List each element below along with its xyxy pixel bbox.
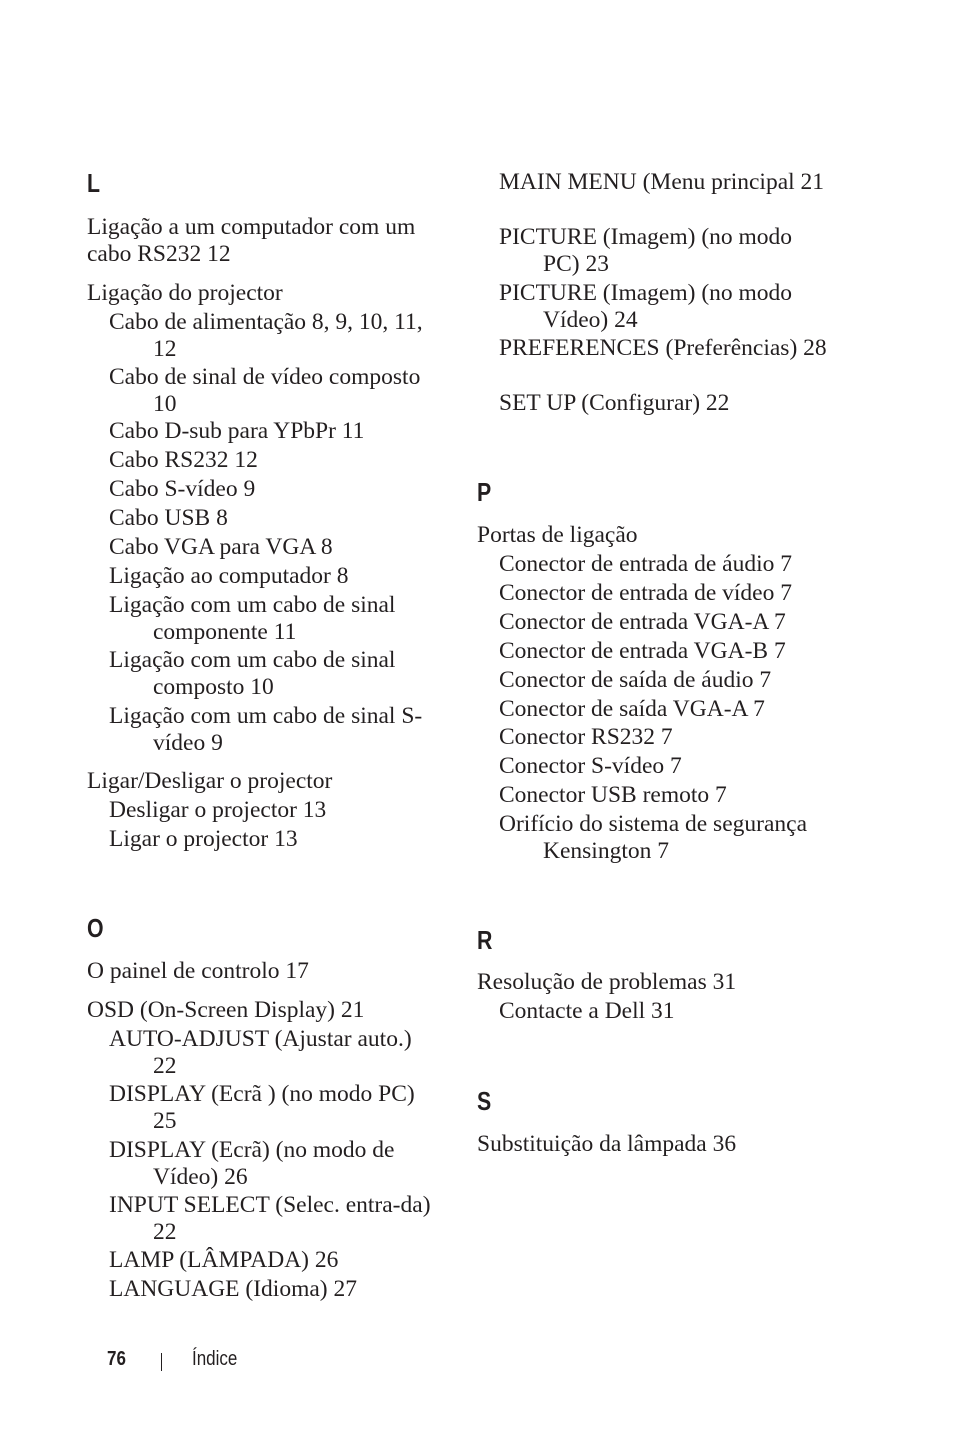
index-subentry: MAIN MENU (Menu principal 21 [499, 169, 825, 195]
index-subentry: Conector USB remoto 7 [499, 782, 727, 808]
index-letter-p: P [477, 477, 492, 507]
page-number: 76 [107, 1348, 126, 1370]
index-subentry: DISPLAY (Ecrã) (no modo de Vídeo) 26 [109, 1137, 395, 1190]
index-entry: Portas de ligação [477, 522, 638, 548]
index-entry: Resolução de problemas 31 [477, 969, 737, 995]
index-subentry: Orifício do sistema de segurança Kensington 7 [499, 811, 808, 864]
index-subentry: Cabo D-sub para YPbPr 11 [109, 418, 365, 444]
index-letter-r: R [477, 925, 493, 955]
index-subentry: Conector de entrada VGA-B 7 [499, 638, 786, 664]
index-subentry: Ligação com um cabo de sinal S-vídeo 9 [109, 703, 423, 756]
index-letter-o: O [87, 913, 104, 943]
index-subentry: Conector de saída de áudio 7 [499, 667, 772, 693]
index-subentry: PICTURE (Imagem) (no modo Vídeo) 24 [499, 280, 793, 333]
index-subentry: Cabo S-vídeo 9 [109, 476, 256, 502]
index-subentry: INPUT SELECT (Selec. entra-da) 22 [109, 1192, 431, 1245]
index-subentry: Conector de entrada de vídeo 7 [499, 580, 792, 606]
index-subentry: DISPLAY (Ecrã ) (no modo PC) 25 [109, 1081, 415, 1134]
index-entry: Ligação a um computador com um cabo RS232 12 [87, 214, 416, 267]
index-subentry: AUTO-ADJUST (Ajustar auto.) 22 [109, 1026, 412, 1079]
index-letter-s: S [477, 1086, 492, 1116]
footer-separator [161, 1353, 162, 1371]
index-entry: O painel de controlo 17 [87, 958, 309, 984]
index-subentry: SET UP (Configurar) 22 [499, 390, 730, 416]
index-subentry: Cabo RS232 12 [109, 447, 258, 473]
index-subentry: Conector de entrada de áudio 7 [499, 551, 792, 577]
index-subentry: PREFERENCES (Preferências) 28 [499, 335, 827, 361]
index-entry: Substituição da lâmpada 36 [477, 1131, 737, 1157]
index-subentry: Cabo de alimentação 8, 9, 10, 11, 12 [109, 309, 423, 362]
index-subentry: Desligar o projector 13 [109, 797, 327, 823]
index-subentry: LANGUAGE (Idioma) 27 [109, 1276, 358, 1302]
index-subentry: Cabo de sinal de vídeo composto 10 [109, 364, 421, 417]
index-letter-l: L [87, 168, 101, 198]
index-subentry: PICTURE (Imagem) (no modo PC) 23 [499, 224, 793, 277]
index-subentry: Conector de saída VGA-A 7 [499, 696, 765, 722]
index-subentry: LAMP (LÂMPADA) 26 [109, 1247, 339, 1273]
index-subentry: Ligar o projector 13 [109, 826, 298, 852]
index-subentry: Conector RS232 7 [499, 724, 673, 750]
index-subentry: Ligação ao computador 8 [109, 563, 349, 589]
index-subentry: Ligação com um cabo de sinal composto 10 [109, 647, 396, 700]
index-subentry: Cabo USB 8 [109, 505, 228, 531]
index-subentry: Conector de entrada VGA-A 7 [499, 609, 786, 635]
index-subentry: Ligação com um cabo de sinal componente 11 [109, 592, 396, 645]
index-subentry: Conector S-vídeo 7 [499, 753, 682, 779]
index-entry: OSD (On-Screen Display) 21 [87, 997, 365, 1023]
index-entry: Ligação do projector [87, 280, 283, 306]
index-entry: Ligar/Desligar o projector [87, 768, 333, 794]
footer-section-name: Índice [192, 1348, 238, 1370]
index-subentry: Contacte a Dell 31 [499, 998, 675, 1024]
index-subentry: Cabo VGA para VGA 8 [109, 534, 333, 560]
